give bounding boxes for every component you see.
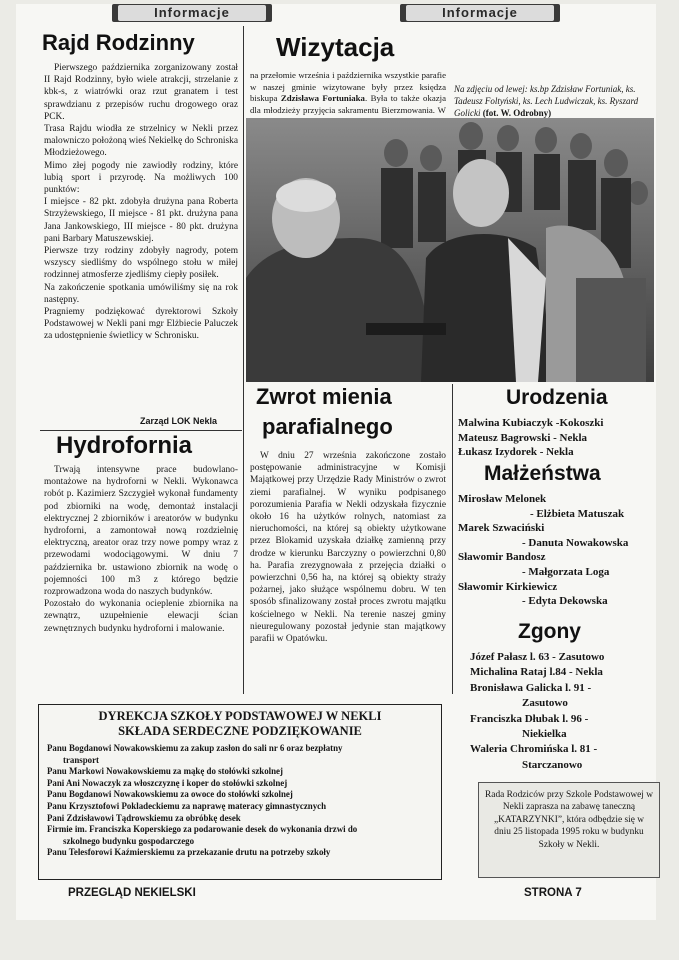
photo-credit: (fot. W. Odrobny) bbox=[482, 108, 552, 118]
hydro-paragraph: Pozostało do wykonania ocieplenie zbiornika na zewnątrz, uzupełnienie elewacji ścian zewnętrznych budynku hydroforni i malowanie. bbox=[44, 599, 238, 634]
rajd-signature: Zarząd LOK Nekla bbox=[140, 416, 218, 426]
header-band-left: Informacje bbox=[112, 4, 272, 22]
rajd-paragraph: I miejsce - 82 pkt. zdobyła drużyna pana Roberta Strzyżewskiego, II miejsce - 81 pkt. drużyna pana Jana Jankowskiego, III miejsce - 80 pkt. drużyna pani Barbary Matuszewskiej. bbox=[44, 197, 238, 244]
list-item: Niekielka bbox=[522, 728, 567, 741]
visitation-photo bbox=[246, 118, 654, 382]
list-item: transport bbox=[63, 754, 99, 765]
footer-page-number: STRONA 7 bbox=[524, 887, 582, 899]
dance-announcement: Rada Rodziców przy Szkole Podstawowej w Nekli zaprasza na zabawę taneczną „KATARZYNKI”, która odbędzie się w dniu 25 listopada 1995 roku w budynku Szkoły w Nekli. bbox=[478, 782, 660, 878]
list-item: Starczanowo bbox=[522, 758, 583, 771]
malzenstwa-title: Małżeństwa bbox=[484, 462, 601, 485]
list-item: Pani Ani Nowaczyk za włoszczyznę i koper do stołówki szkolnej bbox=[47, 777, 288, 788]
list-item: Józef Pałasz l. 63 - Zasutowo bbox=[470, 651, 605, 663]
list-item: Franciszka Dłubak l. 96 - bbox=[470, 712, 589, 725]
wizyt-bishop-name: Zdzisława Fortuniaka bbox=[280, 93, 365, 104]
list-item: Zasutowo bbox=[522, 697, 568, 710]
list-item: - Małgorzata Loga bbox=[522, 565, 610, 578]
urodzenia-list bbox=[458, 416, 603, 460]
list-item: Panu Krzysztofowi Pokladeckiemu za naprawę materacy gimnastycznych bbox=[47, 800, 327, 811]
column-divider-left bbox=[243, 26, 244, 694]
header-band-right: Informacje bbox=[400, 4, 560, 22]
list-item: Michalina Rataj l.84 - Nekla bbox=[470, 666, 603, 679]
zwrot-title-line1: Zwrot mienia bbox=[256, 384, 392, 409]
wizyt-text-left: na przełomie września i października wszystkie parafie w naszej gminie wizytowane były przez księdza biskupa Zdzisława Fortuniaka. Była to także okazja dla młodzieży przyjęcia sakramentu Bierzmowania. W bbox=[250, 70, 446, 115]
list-item: Panu Markowi Nowakowskiemu za mąkę do stołówki szkolnej bbox=[47, 766, 283, 777]
list-item: Bronisława Galicka l. 91 - bbox=[470, 681, 592, 694]
list-item: Panu Telesforowi Kaźmierskiemu za przekazanie drutu na potrzeby szkoły bbox=[47, 847, 331, 858]
thanks-list bbox=[47, 743, 435, 859]
footer-publication: PRZEGLĄD NEKIELSKI bbox=[68, 887, 196, 899]
list-item: Pani Zdzisławowi Tądrowskiemu za obróbkę desek bbox=[47, 812, 241, 823]
list-item: Sławomir Kirkiewicz bbox=[458, 580, 558, 593]
list-item: Sławomir Bandosz bbox=[458, 551, 546, 564]
malzenstwa-list bbox=[458, 492, 628, 609]
thanks-box bbox=[38, 704, 442, 880]
list-item: Waleria Chromińska l. 81 - bbox=[470, 743, 598, 756]
hydro-article bbox=[44, 464, 238, 635]
list-item: - Edyta Dekowska bbox=[522, 595, 608, 608]
hydro-paragraph: Trwają intensywne prace budowlano-montażowe na hydroforni w Nekli. Wykonawca robót p. Kazimierz Szczygieł wykonał fundamenty pod zbiorniki na wodę, demontaż instalacji elektrycznej 2 zbiorników i areatorów w budynku hydroforni, a zamontował nową rozdzielnię elektryczną, areator oraz trzy nowe pompy wraz z przewodami wodociągowymi. W dniu 7 października br. ustawiono zbiornik na wodę o pojemności 100 m3 z którego będzie rozprowadzona woda do naszych budynków. bbox=[44, 465, 238, 598]
list-item: Firmie im. Franciszka Koperskiego za podarowanie desek do wykonania drzwi do bbox=[47, 824, 358, 835]
rajd-paragraph: Na zakończenie spotkania umówiliśmy się na rok następny. bbox=[44, 282, 238, 305]
hydro-title: Hydrofornia bbox=[56, 432, 193, 459]
zgony-list bbox=[470, 650, 604, 773]
zgony-title: Zgony bbox=[518, 620, 581, 643]
list-item: Malwina Kubiaczyk -Kokoszki bbox=[458, 417, 604, 429]
visitation-photo-image bbox=[246, 118, 654, 382]
rajd-paragraph: Pierwszego października zorganizowany został II Rajd Rodzinny, było wiele atrakcji, strzelanie z kbk-s, z wiatrówki oraz rzut granatem i test sprawdzianu z przepisów ruchu drogowego oraz PCK. bbox=[44, 63, 238, 122]
rajd-paragraph: Pierwsze trzy rodziny zdobyły nagrody, potem wszyscy siedliśmy do wspólnego stołu w miłej rodzinnej atmosferze zjedliśmy ciepły posiłek. bbox=[44, 246, 238, 281]
urodzenia-title: Urodzenia bbox=[506, 386, 608, 409]
rule-under-rajd bbox=[40, 430, 242, 431]
wizyt-caption: Na zdjęciu od lewej: ks.bp Zdzisław Fortuniak, ks. Tadeusz Foltyński, ks. Lech Ludwiczak, ks. Ryszard Golicki (fot. W. Odrobny) bbox=[454, 84, 639, 118]
zwrot-title-line2: parafialnego bbox=[262, 414, 393, 439]
wizyt-title: Wizytacja bbox=[276, 32, 395, 62]
rajd-article bbox=[44, 62, 238, 343]
list-item: Marek Szwaciński bbox=[458, 522, 545, 535]
rajd-paragraph: Mimo złej pogody nie zawiodły rodziny, które lubią sport i przyrodę. Na możliwych 100 punktów: bbox=[44, 160, 238, 196]
list-item: Panu Bogdanowi Nowakowskiemu za owoce do stołówki szkolnej bbox=[47, 789, 293, 800]
thanks-title: DYREKCJA SZKOŁY PODSTAWOWEJ W NEKLI SKŁADA SERDECZNE PODZIĘKOWANIE bbox=[98, 709, 382, 738]
rajd-title: Rajd Rodzinny bbox=[42, 30, 195, 55]
rajd-paragraph: Pragniemy podziękować dyrektorowi Szkoły Podstawowej w Nekli pani mgr Elżbiecie Paluczek za udostępnienie świetlicy w Schronisku. bbox=[44, 307, 238, 342]
list-item: Mateusz Bagrowski - Nekla bbox=[458, 431, 588, 444]
list-item: szkolnego budynku gospodarczego bbox=[63, 835, 195, 846]
zwrot-article: W dniu 27 września zakończone zostało postępowanie administracyjne w Komisji Majątkowej przy Urzędzie Rady Ministrów o zwrot ziemi parafialnej. W wyniku podpisanego porozumienia Parafia w Nekli odzyskała fizycznie około 16 ha użytków rolnych, natomiast za nieruchomości, na której są obiekty użytkowane przez Blokamid uzyskała działkę zamienną przy drodze w kierunku Barczyzny o powierzchni 0,80 ha. Parafia zrezygnowała z przejęcia działki o powierzchni 0,56 ha, na której są obiekty straży pożarnej, jako służące wspólnemu dobru. W ten sposób sfinalizowany został proces zwrotu majątku kościelnego w Nekli. Na terenie naszej gminy nieuregulowany pozostał jedynie stan majątkowy parafii w Opatówku. bbox=[250, 451, 446, 645]
list-item: Łukasz Izydorek - Nekla bbox=[458, 446, 574, 458]
rajd-paragraph: Trasa Rajdu wiodła ze strzelnicy w Nekli przez malowniczo położoną wieś Nekielkę do Schroniska Młodzieżowego. bbox=[44, 124, 238, 159]
list-item: Panu Bogdanowi Nowakowskiemu za zakup zasłon do sali nr 6 oraz bezpłatny bbox=[47, 743, 343, 753]
column-divider-right bbox=[452, 384, 453, 694]
list-item: - Elżbieta Matuszak bbox=[530, 507, 625, 520]
list-item: Mirosław Melonek bbox=[458, 493, 547, 505]
list-item: - Danuta Nowakowska bbox=[522, 536, 629, 549]
